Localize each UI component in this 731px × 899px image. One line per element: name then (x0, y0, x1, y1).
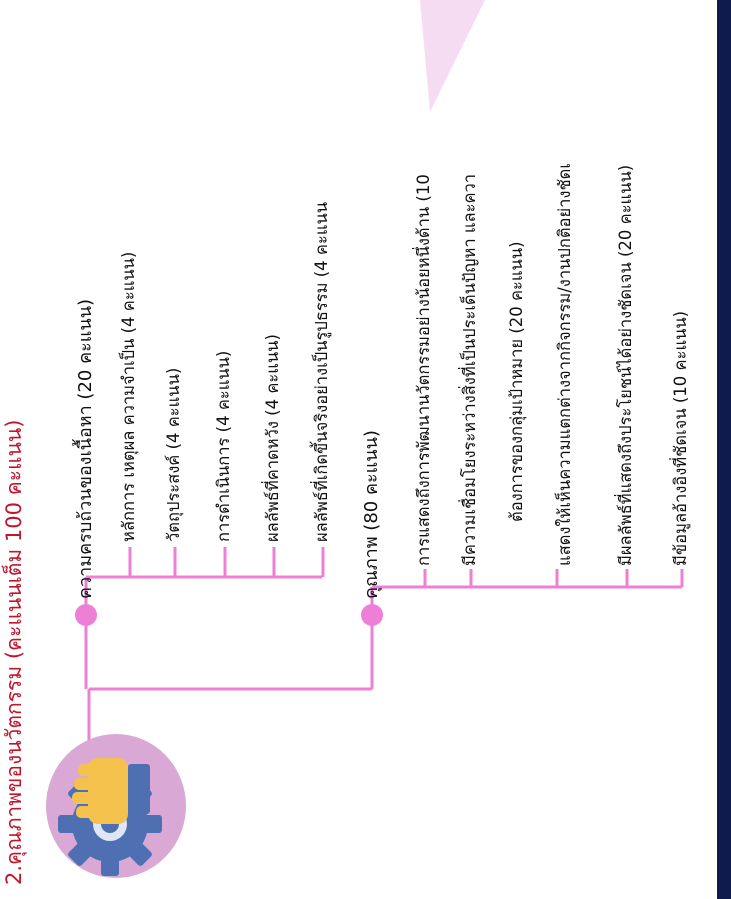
branch-completeness-item-1: หลักการ เหตุผล ความจำเป็น (4 คะแนน) (119, 251, 138, 542)
branch-quality-item-6: มีข้อมูลอ้างอิงที่ชัดเจน (10 คะแนน) (671, 310, 690, 566)
branch-completeness-item-3: การดำเนินการ (4 คะแนน) (214, 350, 233, 542)
branch-completeness-item-4: ผลลัพธ์ที่คาดหวัง (4 คะแนน) (263, 334, 282, 542)
branch-completeness-label: ความครบถ้วนของเนื้อหา (20 คะแนน) (75, 298, 96, 599)
gear-hand-icon (40, 724, 190, 884)
node-dot-quality (361, 604, 383, 626)
branch-quality-item-3: ต้องการของกลุ่มเป้าหมาย (20 คะแนน) (507, 241, 526, 522)
node-dot-completeness (75, 604, 97, 626)
branch-quality-item-2: มีความเชื่อมโยงระหว่างสิ่งที่เป็นประเด็นปัญหา และควา (460, 173, 479, 566)
diagram-title: 2.คุณภาพของนวัตกรรม (คะแนนเต็ม 100 คะแนน) (2, 419, 26, 885)
branch-quality-item-5: มีผลลัพธ์ที่แสดงถึงประโยชน์ได้อย่างชัดเจน (20 คะแนน) (616, 164, 635, 566)
branch-completeness-item-5: ผลลัพธ์ที่เกิดขึ้นจริงอย่างเป็นรูปธรรม (4 คะแนน (312, 201, 331, 542)
branch-quality-label: คุณภาพ (80 คะแนน) (361, 430, 382, 599)
branch-quality-item-1: การแสดงถึงการพัฒนานวัตกรรมอย่างน้อยหนึ่งด้าน (10 (414, 174, 433, 566)
branch-completeness-item-2: วัตถุประสงค์ (4 คะแนน) (164, 367, 183, 542)
branch-quality-item-4: แสดงให้เห็นความแตกต่างจากกิจกรรม/งานปกติอย่างชัดเ (555, 163, 574, 566)
